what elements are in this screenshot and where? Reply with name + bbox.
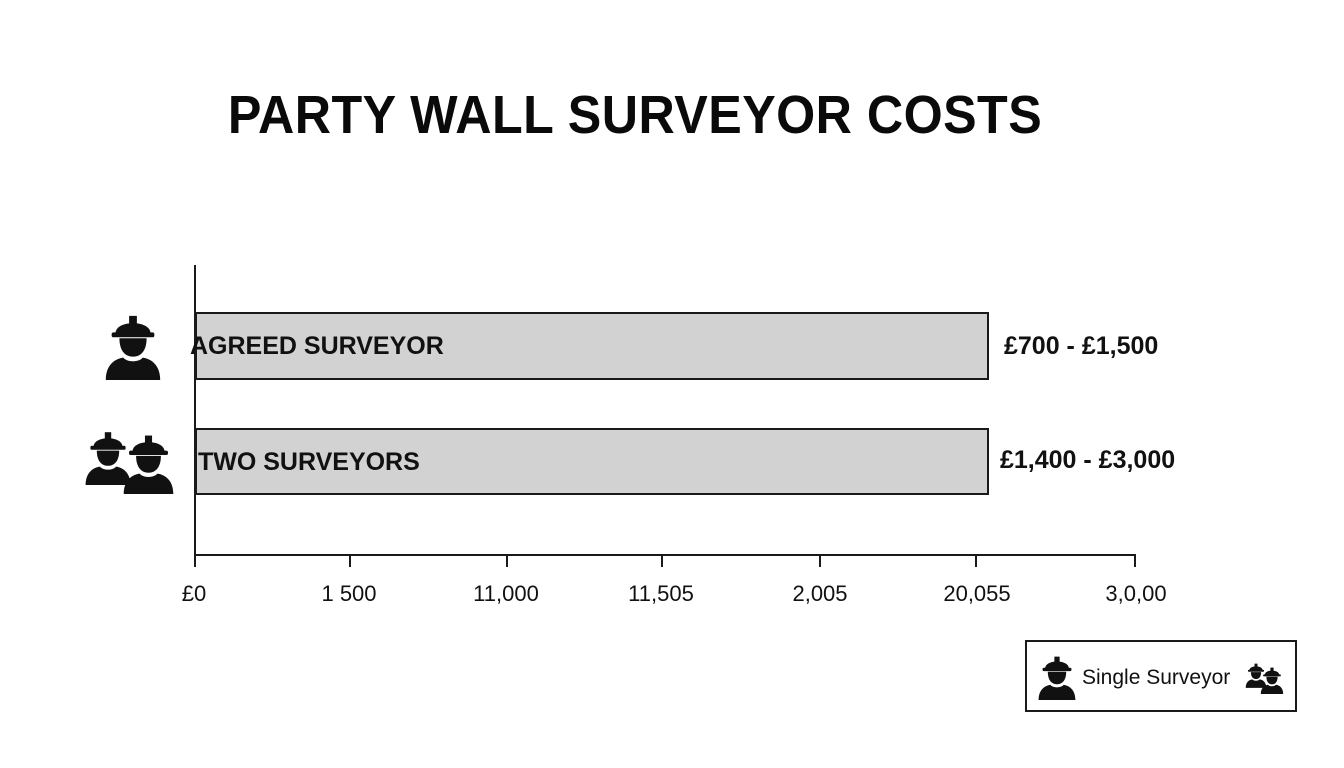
y-axis-line <box>194 265 196 556</box>
x-tick <box>506 555 508 567</box>
x-tick-label: 1 500 <box>321 581 377 606</box>
chart-title: PARTY WALL SURVEYOR COSTS <box>227 85 1043 145</box>
x-axis-line <box>194 554 1136 556</box>
bar-label: TWO SURVEYORS <box>198 448 420 476</box>
x-tick-label: 11,000 <box>473 581 539 606</box>
legend-label: Single Surveyor <box>1082 666 1231 689</box>
x-tick-label: 20,055 <box>943 581 1011 606</box>
value-label: £700 - £1,500 <box>1004 332 1159 360</box>
x-tick <box>819 555 821 567</box>
two-workers-hardhat-icon <box>121 432 176 494</box>
two-workers-hardhat-icon <box>1259 666 1285 694</box>
single-worker-hardhat-icon <box>1037 654 1077 700</box>
x-tick-label: 11,505 <box>628 581 694 606</box>
x-tick <box>975 555 977 567</box>
x-tick <box>194 555 196 567</box>
x-tick <box>661 555 663 567</box>
x-tick-label: 2,005 <box>792 581 848 606</box>
x-tick <box>1134 555 1136 567</box>
single-worker-hardhat-icon <box>103 312 163 380</box>
x-tick-label: £0 <box>181 581 207 606</box>
bar-label: AGREED SURVEYOR <box>190 332 444 360</box>
x-tick-label: 3,0,00 <box>1105 581 1167 606</box>
value-label: £1,400 - £3,000 <box>1000 446 1176 474</box>
x-tick <box>349 555 351 567</box>
legend <box>1025 640 1297 712</box>
